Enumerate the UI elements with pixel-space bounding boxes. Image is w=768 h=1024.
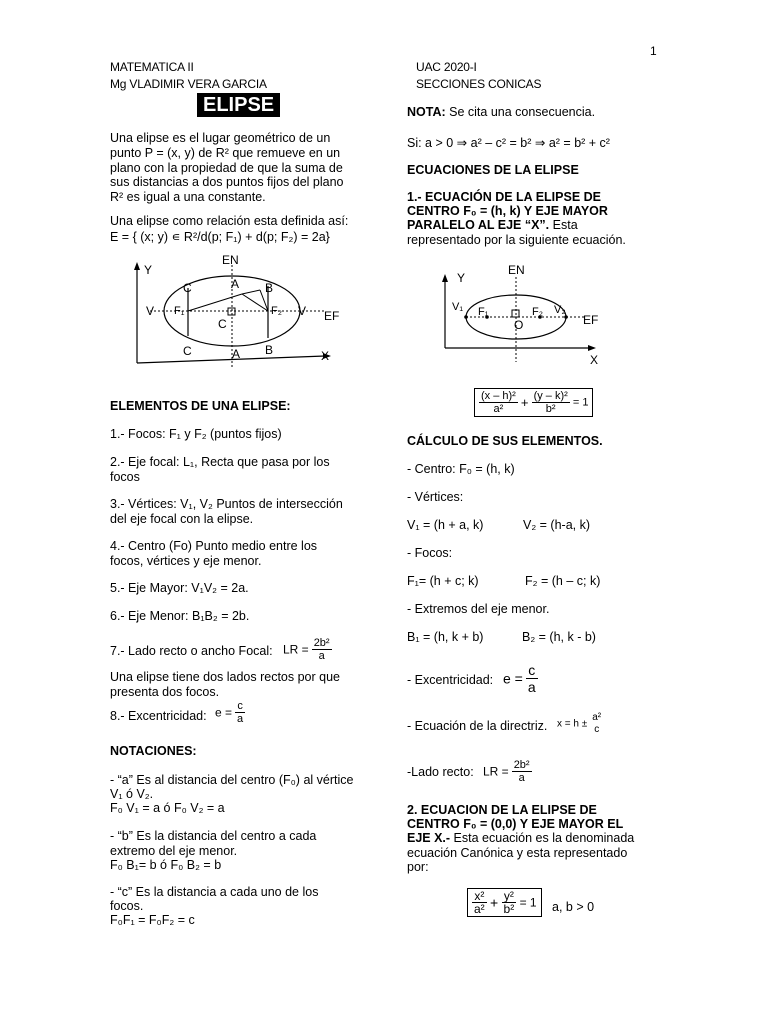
nota-consequence: Si: a > 0 ⇒ a² – c² = b² ⇒ a² = b² + c² xyxy=(407,136,610,150)
eq1-num-2: (y – k)² xyxy=(533,390,568,402)
element-3-line-1: 3.- Vértices: V₁, V₂ Puntos de intersección xyxy=(110,497,343,511)
ellipse-diagram-right xyxy=(435,262,615,372)
ex-lhs: e = xyxy=(215,705,233,720)
page-title: ELIPSE xyxy=(197,93,280,117)
lado-recto-formula-right xyxy=(483,759,532,784)
left-diagram-label-ef: EF xyxy=(324,309,340,323)
calc-vertex-1: V₁ = (h + a, k) xyxy=(407,518,484,532)
notation-b-line-2: extremo del eje menor. xyxy=(110,844,238,858)
notation-a-line-1: - “a” Es al distancia del centro (F₀) al vértice xyxy=(110,773,354,787)
lr-right-lhs: LR = xyxy=(483,764,509,779)
notation-c-line-2: focos. xyxy=(110,899,144,913)
section-1-line-4: representado por la siguiente ecuación. xyxy=(407,233,626,247)
def-line-2: punto P = (x, y) de R² que remueve en un xyxy=(110,146,341,160)
calc-minor-axis-label: - Extremos del eje menor. xyxy=(407,602,550,616)
element-4-line-1: 4.- Centro (Fo) Punto medio entre los xyxy=(110,539,318,553)
def-line-4: sus distancias a dos puntos fijos del plano xyxy=(110,175,344,189)
eq1-num-1: (x – h)² xyxy=(481,390,516,402)
calc-focus-1: F₁= (h + c; k) xyxy=(407,574,479,588)
calc-directrix-label: - Ecuación de la directriz. xyxy=(407,719,548,733)
left-diagram-label-c-center: C xyxy=(218,317,227,331)
dir-denominator: c xyxy=(594,724,600,735)
ex-right-lhs: e = xyxy=(503,670,523,687)
notation-b-line-1: - “b” Es la distancia del centro a cada xyxy=(110,829,317,843)
section-2-line-2: CENTRO F₀ = (0,0) Y EJE MAYOR EL xyxy=(407,817,624,831)
ex-right-denominator: a xyxy=(527,679,536,695)
notation-c-line-1: - “c” Es la distancia a cada uno de los xyxy=(110,885,319,899)
element-2-line-2: focos xyxy=(110,470,140,484)
lr-right-numerator: 2b² xyxy=(513,759,530,771)
section-2-line-4: ecuación Canónica y esta representado xyxy=(407,846,628,860)
element-7-note-1: Una elipse tiene dos lados rectos por que xyxy=(110,670,341,684)
section-2-axis: EJE X.- xyxy=(407,831,451,845)
left-diagram-label-x: X xyxy=(321,349,330,363)
lado-recto-formula-left xyxy=(283,637,332,662)
section-1-line-2: CENTRO F₀ = (h, k) Y EJE MAYOR xyxy=(407,204,608,218)
element-8: 8.- Excentricidad: xyxy=(110,709,207,723)
calc-vertices-label: - Vértices: xyxy=(407,490,464,504)
eccentricity-formula-left xyxy=(215,700,245,725)
left-diagram-label-b-top: B xyxy=(265,281,274,295)
def-line-5: R² es igual a una constante. xyxy=(110,190,266,204)
calc-minor-end-1: B₁ = (h, k + b) xyxy=(407,630,484,644)
right-diagram-label-x: X xyxy=(590,353,599,367)
right-diagram-label-v1: V₁ xyxy=(452,301,464,313)
calc-vertex-2: V₂ = (h-a, k) xyxy=(523,518,591,532)
element-3-line-2: del eje focal con la elipse. xyxy=(110,512,254,526)
eq1-den-2: b² xyxy=(545,403,556,415)
right-diagram-label-o: O xyxy=(514,318,524,332)
directrix-formula xyxy=(557,712,603,736)
ex-denominator: a xyxy=(237,713,244,725)
notation-c-line-3: F₀F₁ = F₀F₂ = c xyxy=(110,913,195,927)
header-author: Mg VLADIMIR VERA GARCIA xyxy=(110,77,267,91)
right-diagram-label-f1: F₁ xyxy=(478,306,489,318)
lr-lhs: LR = xyxy=(283,642,309,657)
section-1-line-1: 1.- ECUACIÓN DE LA ELIPSE DE xyxy=(407,190,602,204)
right-diagram-label-f2: F₂ xyxy=(532,306,543,318)
element-2-line-1: 2.- Eje focal: L₁, Recta que pasa por los xyxy=(110,455,330,469)
ellipse-diagram-left xyxy=(110,250,360,370)
eq2-rhs: = 1 xyxy=(519,895,537,910)
lr-right-denominator: a xyxy=(518,772,525,784)
relation-line-1: Una elipse como relación esta definida así: xyxy=(110,214,349,228)
element-1: 1.- Focos: F₁ y F₂ (puntos fijos) xyxy=(110,427,282,441)
eq2-den-1: a² xyxy=(474,902,485,916)
calc-eccentricity-label: - Excentricidad: xyxy=(407,673,494,687)
right-diagram-label-en: EN xyxy=(508,263,525,277)
section-2-line-5: por: xyxy=(407,860,429,874)
page-number: 1 xyxy=(650,44,657,58)
header-topic: SECCIONES CONICAS xyxy=(416,77,542,91)
element-7-note-2: presenta dos focos. xyxy=(110,685,220,699)
relation-line-2: Ε = { (x; y) ∊ R²/d(p; F₁) + d(p; F₂) = 2a} xyxy=(110,230,330,244)
lr-denominator: a xyxy=(318,650,325,662)
calc-heading: CÁLCULO DE SUS ELEMENTOS. xyxy=(407,434,603,448)
ex-numerator: c xyxy=(235,700,245,713)
calc-foci-label: - Focos: xyxy=(407,546,453,560)
nota-line xyxy=(407,105,595,120)
dir-lhs: x = h ± xyxy=(557,718,588,730)
def-line-1: Una elipse es el lugar geométrico de un xyxy=(110,131,331,145)
eq2-num-1: x² xyxy=(472,890,487,903)
eq2-den-2: b² xyxy=(503,902,515,916)
left-diagram-label-c-bottom: C xyxy=(183,344,192,358)
left-diagram-label-f2: F₂ xyxy=(271,305,282,317)
left-diagram-label-a-top: A xyxy=(231,277,240,291)
left-diagram-label-en: EN xyxy=(222,253,239,267)
elements-heading: ELEMENTOS DE UNA ELIPSE: xyxy=(110,399,291,413)
element-7: 7.- Lado recto o ancho Focal: xyxy=(110,644,273,658)
calc-minor-end-2: B₂ = (h, k - b) xyxy=(522,630,596,644)
eq2-plus: + xyxy=(490,894,499,911)
calc-focus-2: F₂ = (h – c; k) xyxy=(525,574,601,588)
element-6: 6.- Eje Menor: B₁B₂ = 2b. xyxy=(110,609,250,623)
calc-lado-recto-label: -Lado recto: xyxy=(407,765,474,779)
right-diagram-label-y: Y xyxy=(457,271,466,285)
eq1-den-1: a² xyxy=(493,403,504,415)
eq1-rhs: = 1 xyxy=(572,396,589,409)
left-diagram-label-c-top: C xyxy=(183,281,192,295)
left-diagram-label-a-bottom: A xyxy=(232,347,241,361)
left-diagram-label-b-bottom: B xyxy=(265,343,274,357)
nota-label: NOTA: xyxy=(407,105,446,119)
element-4-line-2: focos, vértices y eje menor. xyxy=(110,554,262,568)
section-1-line-3 xyxy=(407,218,578,233)
lr-numerator: 2b² xyxy=(313,637,330,649)
left-diagram-label-v-right: V xyxy=(298,304,307,318)
eq2-condition: a, b > 0 xyxy=(552,900,595,914)
equation-box-2 xyxy=(467,888,542,917)
section-2-rest: Esta ecuación es la denominada xyxy=(450,831,635,845)
right-diagram-label-v2: V₂ xyxy=(554,304,566,316)
calc-center: - Centro: F₀ = (h, k) xyxy=(407,462,515,476)
nota-text: Se cita una consecuencia. xyxy=(445,105,596,119)
header-university: UAC 2020-I xyxy=(416,60,477,74)
equation-box-1 xyxy=(474,388,593,417)
equations-heading: ECUACIONES DE LA ELIPSE xyxy=(407,163,579,177)
notation-a-line-2: V₁ ó V₂. xyxy=(110,787,154,801)
def-line-3: plano con la propiedad de que la suma de xyxy=(110,161,343,175)
right-diagram-label-ef: EF xyxy=(583,313,599,327)
dir-numerator: a² xyxy=(592,712,602,723)
eq2-num-2: y² xyxy=(502,890,517,903)
section-1-rest: Esta xyxy=(549,218,578,232)
notations-heading: NOTACIONES: xyxy=(110,744,197,758)
section-1-axis: PARALELO AL EJE “X”. xyxy=(407,218,550,232)
section-2-line-1: 2. ECUACION DE LA ELIPSE DE xyxy=(407,803,597,817)
ex-right-numerator: c xyxy=(526,662,538,679)
left-diagram-label-f1: F₁ xyxy=(174,305,185,317)
left-diagram-label-y: Y xyxy=(144,263,153,277)
header-course: MATEMATICA II xyxy=(110,60,194,74)
left-diagram-label-v-left: V xyxy=(146,304,155,318)
notation-b-line-3: F₀ B₁= b ó F₀ B₂ = b xyxy=(110,858,222,872)
section-2-line-3 xyxy=(407,831,634,846)
element-5: 5.- Eje Mayor: V₁V₂ = 2a. xyxy=(110,581,249,595)
eq1-plus: + xyxy=(520,395,529,410)
eccentricity-formula-right xyxy=(503,662,538,695)
notation-a-line-3: F₀ V₁ = a ó F₀ V₂ = a xyxy=(110,801,225,815)
